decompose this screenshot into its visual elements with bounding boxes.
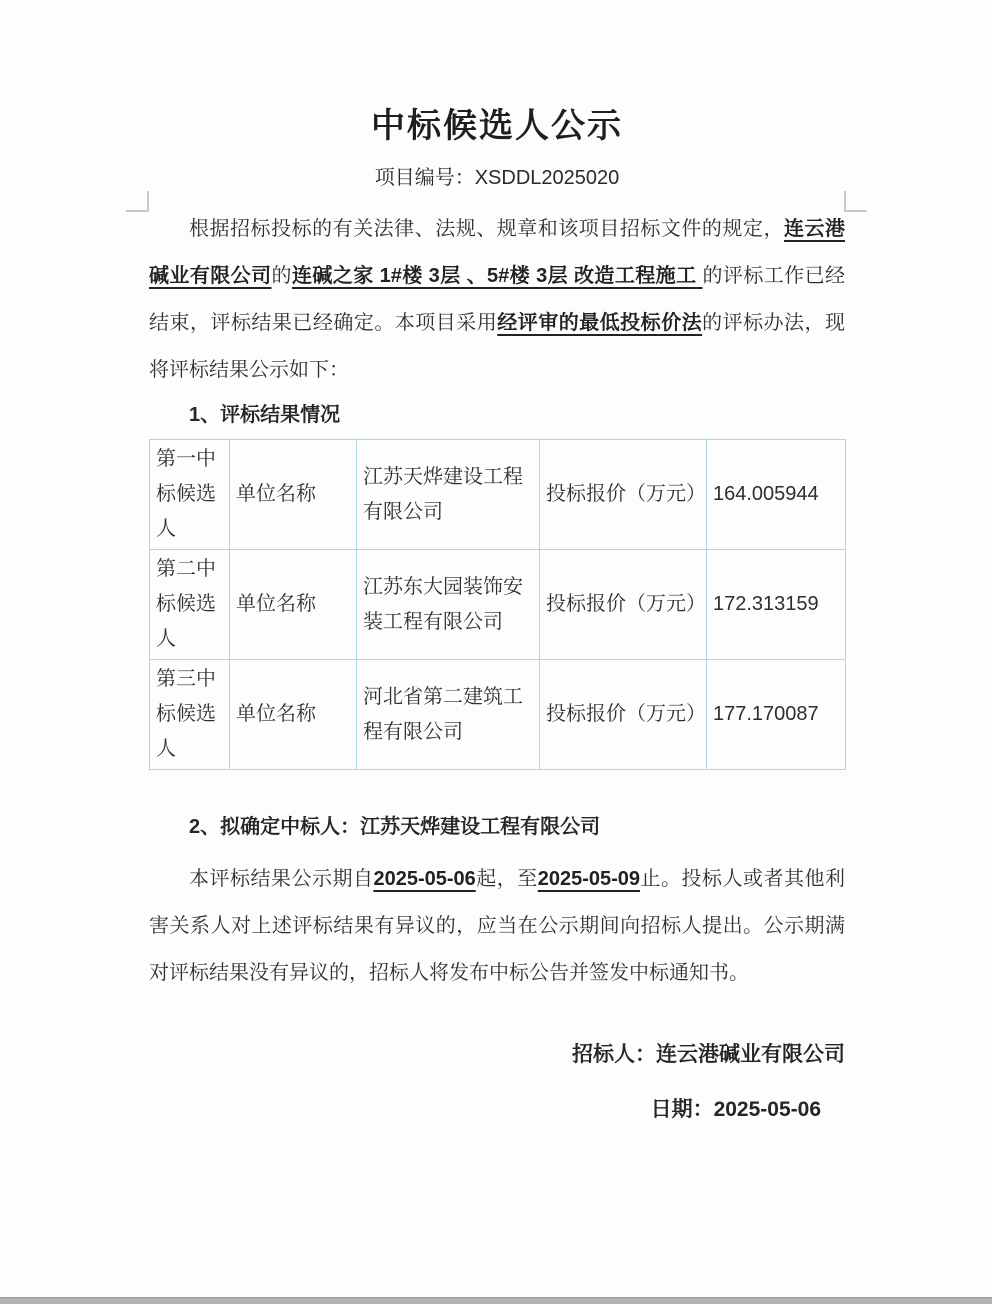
- intro-paragraph: [149, 206, 845, 394]
- window-bottom-edge: [0, 1297, 992, 1304]
- emphasized-text: 2025-05-06: [373, 868, 476, 890]
- margin-corner-mark-top-left: [126, 191, 149, 212]
- field-label-cell: 单位名称: [230, 550, 357, 660]
- rank-cell: 第二中标候选人: [150, 550, 230, 660]
- body-text: 起，至: [475, 868, 538, 890]
- company-cell: 江苏东大园装饰安装工程有限公司: [357, 550, 540, 660]
- price-cell: 177.170087: [707, 660, 846, 770]
- body-text: 的评标办法，现将评标结果公示如下：: [149, 312, 846, 381]
- rank-cell: 第一中标候选人: [150, 440, 230, 550]
- price-label-cell: 投标报价（万元）: [540, 440, 707, 550]
- body-text: 的: [271, 265, 292, 287]
- company-cell: 江苏天烨建设工程有限公司: [357, 440, 540, 550]
- body-text: 根据招标投标的有关法律、法规、规章和该项目招标文件的规定，: [189, 218, 784, 240]
- signature-block: [149, 1027, 845, 1137]
- margin-corner-mark-top-right: [844, 191, 867, 212]
- publicity-period-paragraph: [149, 856, 845, 997]
- emphasized-text: 连碱之家 1#楼 3层 、5#楼 3层 改造工程施工: [291, 265, 703, 287]
- field-label-cell: 单位名称: [230, 440, 357, 550]
- price-label-cell: 投标报价（万元）: [540, 660, 707, 770]
- section-1-heading: 1、评标结果情况: [189, 404, 341, 426]
- price-cell: 164.005944: [707, 440, 846, 550]
- emphasized-text: 2025-05-09: [537, 868, 641, 890]
- evaluation-result-table: [149, 439, 846, 770]
- body-text: 的评标工作已经结束，评标结果已经确定。本项目采用: [149, 265, 846, 334]
- date-line: 日期：2025-05-06: [650, 1098, 821, 1121]
- body-text: 本评标结果公示期自: [189, 868, 374, 890]
- price-label-cell: 投标报价（万元）: [540, 550, 707, 660]
- rank-cell: 第三中标候选人: [150, 660, 230, 770]
- section-2-heading: 2、拟确定中标人：江苏天烨建设工程有限公司: [189, 816, 601, 838]
- table-row: [150, 660, 846, 770]
- emphasized-text: 连云港碱业有限公司: [149, 218, 846, 287]
- table-row: [150, 550, 846, 660]
- document-page: [0, 104, 992, 1304]
- table-row: [150, 440, 846, 550]
- project-number: 项目编号：XSDDL2025020: [374, 167, 620, 189]
- page-title: 中标候选人公示: [371, 107, 623, 145]
- field-label-cell: 单位名称: [230, 660, 357, 770]
- price-cell: 172.313159: [707, 550, 846, 660]
- tenderer-line: 招标人：连云港碱业有限公司: [572, 1043, 845, 1066]
- body-text: 止。投标人或者其他利害关系人对上述评标结果有异议的，应当在公示期间向招标人提出。公示期满对评标结果没有异议的，招标人将发布中标公告并签发中标通知书。: [149, 868, 846, 984]
- company-cell: 河北省第二建筑工程有限公司: [357, 660, 540, 770]
- emphasized-text: 经评审的最低投标价法: [497, 312, 703, 334]
